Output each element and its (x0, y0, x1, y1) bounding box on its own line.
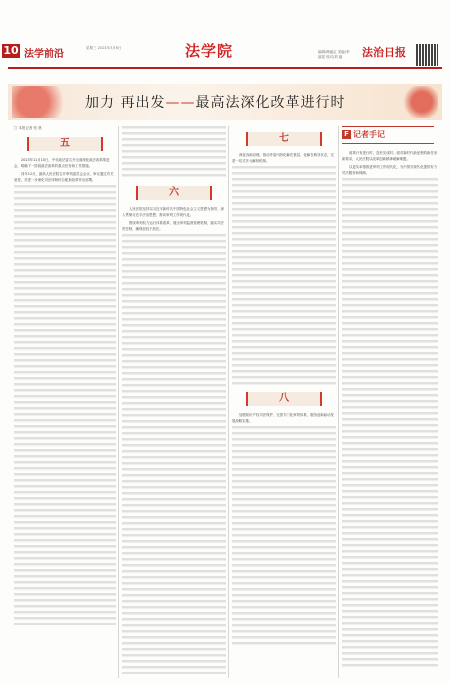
text-block (232, 166, 336, 386)
paragraph: 人民法院坚持以习近平新时代中国特色社会主义思想为指导，深入贯彻习近平法治思想，推动审判工作现代化。 (122, 207, 224, 217)
section-heading-6: 六 (136, 186, 212, 200)
page-title: 法学院 (185, 42, 234, 60)
text-block (122, 126, 226, 180)
paragraph: 同年12月，最高人民法院召开审判委员会会议，审议通过有关意见，对进一步深化司法体制综合配套改革作出部署。 (14, 172, 114, 182)
text-block (14, 185, 116, 625)
page-number: 10 (3, 44, 19, 57)
date-info: 星期三 2024年3月6日 (86, 46, 122, 50)
header-rule (8, 67, 442, 69)
paragraph: 2023年11月10日，中央政法委召开全面深化政法改革推进会，明确下一阶段政法改革的重点任务和工作措施。 (14, 158, 110, 168)
text-block (232, 426, 336, 646)
reporter-note-header (342, 126, 434, 144)
flag-decoration-icon (12, 86, 82, 118)
article-column-2 (122, 126, 226, 678)
newspaper-logo: 法治日报 (362, 46, 406, 59)
section-heading-5: 五 (27, 137, 103, 151)
note-title: 记者手记 (353, 130, 385, 139)
credits: 编辑/韩编定 美编/李丽星 校对/刘 毅 (318, 50, 350, 59)
section-name: 法学前沿 (24, 49, 64, 60)
note-icon: F (342, 130, 351, 139)
column-divider (118, 126, 119, 678)
qr-code-icon (416, 44, 438, 66)
main-headline (85, 92, 345, 112)
flag-decoration-icon (398, 86, 438, 118)
article-column-3 (232, 126, 336, 678)
text-block (122, 234, 226, 674)
column-divider (338, 126, 339, 678)
text-block (342, 178, 438, 668)
headline-part2: 最高法深化改革进行时 (195, 95, 346, 111)
section-heading-8: 八 (246, 392, 322, 406)
headline-part1: 加力 再出发 (85, 95, 166, 111)
paragraph: 加强知识产权司法保护，完善专门化审判体系，服务创新驱动发展战略实施。 (232, 413, 334, 423)
headline-dash: —— (165, 95, 196, 111)
section-heading-7: 七 (246, 132, 322, 146)
paragraph: 改革只有进行时，没有完成时。面对新时代新征程的新任务新要求，人民法院以改革创新精神破解难题。 (342, 151, 438, 161)
paragraph: 围绕审判权力运行体系改革，健全审判监督管理机制，落实司法责任制，确保放权不放任。 (122, 221, 224, 231)
column-divider (228, 126, 229, 678)
paragraph: 以更实举措推进审判工作现代化，为中国式现代化提供有力司法服务和保障。 (342, 165, 438, 175)
byline: □ 本报记者 张 晨 (14, 126, 42, 130)
article-column-4 (342, 126, 438, 678)
paragraph: 深化诉源治理，推动矛盾纠纷化解在基层、化解在萌芽状态，完善一站式多元解纷机制。 (232, 153, 334, 163)
article-column-1 (14, 126, 116, 678)
